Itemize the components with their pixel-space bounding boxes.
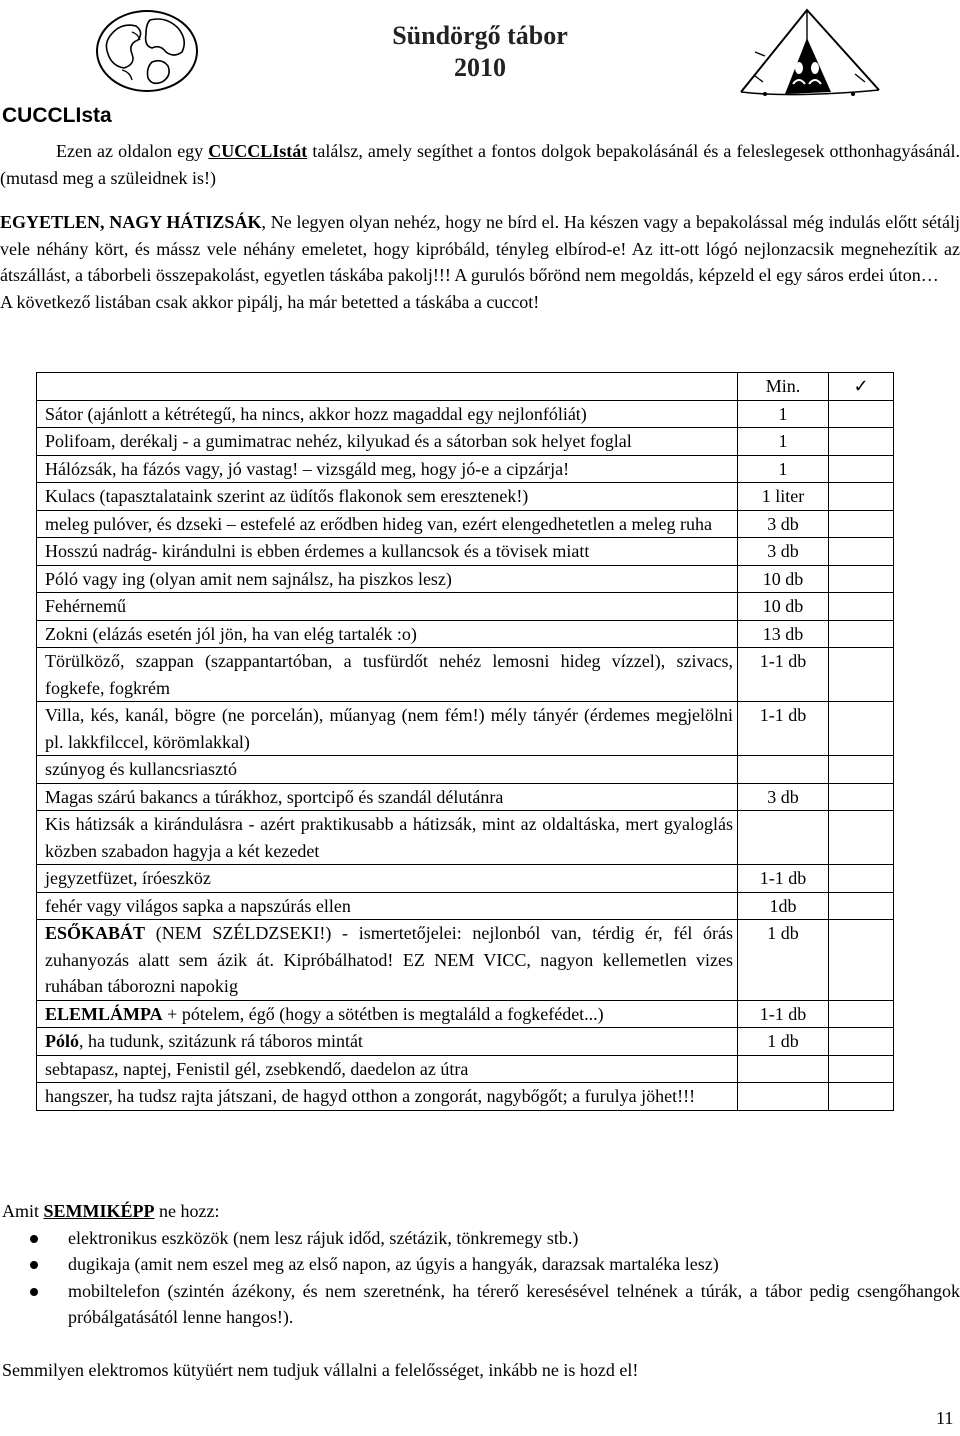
table-row xyxy=(37,783,894,811)
list-item: dugikaja (amit nem eszel meg az első napon, az úgyis a hangyák, darazsak martaléka lesz) xyxy=(68,1251,960,1278)
item-description xyxy=(37,565,738,593)
item-min-quantity: 3 db xyxy=(738,510,829,538)
item-text: Sátor (ajánlott a kétrétegű, ha nincs, akkor hozz magaddal egy nejlonfóliát) xyxy=(45,403,587,424)
intro-paragraph-1 xyxy=(0,138,960,191)
item-min-quantity: 1 xyxy=(738,428,829,456)
tent-logo-icon xyxy=(735,4,885,104)
camp-name: Sündörgő tábor xyxy=(392,21,568,50)
item-check-cell[interactable] xyxy=(829,648,894,702)
item-description xyxy=(37,648,738,702)
item-description xyxy=(37,920,738,1001)
item-description xyxy=(37,455,738,483)
item-description xyxy=(37,811,738,865)
item-check-cell[interactable] xyxy=(829,483,894,511)
item-min-quantity: 3 db xyxy=(738,538,829,566)
page-number: 11 xyxy=(936,1408,954,1428)
item-min-quantity: 1-1 db xyxy=(738,648,829,702)
item-description xyxy=(37,483,738,511)
do-not-bring-section xyxy=(2,1198,960,1331)
item-emphasis: Póló xyxy=(45,1031,79,1051)
globe-map-logo-icon xyxy=(92,6,202,96)
heading-emphasis: SEMMIKÉPP xyxy=(43,1201,155,1221)
item-check-cell[interactable] xyxy=(829,1055,894,1083)
item-text: fehér vagy világos sapka a napszúrás ellen xyxy=(45,895,351,916)
page-header xyxy=(0,0,960,100)
item-text: Magas szárú bakancs a túrákhoz, sportcipő és szandál délutánra xyxy=(45,786,504,807)
item-text: Póló vagy ing (olyan amit nem sajnálsz, ha piszkos lesz) xyxy=(45,568,452,589)
table-row xyxy=(37,702,894,756)
table-row xyxy=(37,510,894,538)
item-text: Polifoam, derékalj - a gumimatrac nehéz, kilyukad és a sátorban sok helyet foglal xyxy=(45,431,632,451)
item-description xyxy=(37,865,738,893)
packing-list-table xyxy=(36,372,894,1111)
item-min-quantity: 1 db xyxy=(738,920,829,1001)
do-not-bring-list xyxy=(2,1225,960,1331)
table-row xyxy=(37,811,894,865)
item-check-cell[interactable] xyxy=(829,892,894,920)
item-text: (NEM SZÉLDZSEKI!) - ismertetőjelei: nejlonból van, térdig ér, fél órás zuhanyozás alatt sem ázik át. Kipróbálhatod! EZ NEM VICC, nagyon kellemetlen vizes ruhában táborozni napokig xyxy=(45,923,733,996)
checkmark-icon: ✓ xyxy=(829,373,894,401)
intro-text xyxy=(0,138,960,315)
item-description xyxy=(37,1000,738,1028)
item-description xyxy=(37,783,738,811)
item-check-cell[interactable] xyxy=(829,1000,894,1028)
item-min-quantity: 3 db xyxy=(738,783,829,811)
item-check-cell[interactable] xyxy=(829,400,894,428)
camp-year: 2010 xyxy=(454,53,506,82)
table-row xyxy=(37,1055,894,1083)
table-row xyxy=(37,455,894,483)
table-row xyxy=(37,1083,894,1111)
item-min-quantity xyxy=(738,756,829,784)
item-description xyxy=(37,1083,738,1111)
item-description xyxy=(37,510,738,538)
do-not-bring-heading xyxy=(2,1198,960,1225)
table-row xyxy=(37,1028,894,1056)
item-description xyxy=(37,892,738,920)
camp-title xyxy=(380,20,580,84)
item-min-quantity: 13 db xyxy=(738,620,829,648)
item-description xyxy=(37,400,738,428)
item-text: + pótelem, égő (hogy a sötétben is megtaláld a fogkefédet...) xyxy=(162,1003,604,1024)
intro-p2-rest: , Ne legyen olyan nehéz, hogy ne bírd el. Ha készen vagy a bepakolással még indulás előtt sétálj vele néhány kört, és mássz vele néhány emeletet, hogy kipróbáld, tényleg elbírod-e! Az itt-ott lógó nejlonzacsik megnehezítik az átszállást, a táborbeli összepakolást, egyetlen táskába pakolj!!! A gurulós bőrönd nem megoldás, képzeld el egy sáros erdei úton… xyxy=(0,212,960,285)
item-text: Kis hátizsák a kirándulásra - azért praktikusabb a hátizsák, mint az oldaltáska, mert gyaloglás közben szabadon hagyja a két kezedet xyxy=(45,814,733,861)
table-row xyxy=(37,620,894,648)
item-check-cell[interactable] xyxy=(829,510,894,538)
table-row xyxy=(37,648,894,702)
table-row xyxy=(37,593,894,621)
item-description xyxy=(37,428,738,456)
item-min-quantity: 10 db xyxy=(738,565,829,593)
min-header: Min. xyxy=(738,373,829,401)
item-text: Hálózsák, ha fázós vagy, jó vastag! – vizsgáld meg, hogy jó-e a cipzárja! xyxy=(45,458,570,479)
item-description xyxy=(37,538,738,566)
item-description xyxy=(37,756,738,784)
item-check-cell[interactable] xyxy=(829,1083,894,1111)
item-text: Zokni (elázás esetén jól jön, ha van elég tartalék :o) xyxy=(45,623,417,644)
item-text: Kulacs (tapasztalataink szerint az üdítős flakonok sem eresztenek!) xyxy=(45,486,529,506)
item-check-cell[interactable] xyxy=(829,702,894,756)
list-item: mobiltelefon (szintén ázékony, és nem szeretnénk, ha térerő keresésével telnének a túrák, a tábor pedig csengőhangok próbálgatásától lenne hangos!). xyxy=(68,1278,960,1331)
item-text: szúnyog és kullancsriasztó xyxy=(45,759,237,779)
item-min-quantity: 1 xyxy=(738,400,829,428)
item-check-cell[interactable] xyxy=(829,455,894,483)
item-min-quantity: 1 liter xyxy=(738,483,829,511)
item-min-quantity: 1 xyxy=(738,455,829,483)
table-row xyxy=(37,428,894,456)
item-check-cell[interactable] xyxy=(829,565,894,593)
header-empty-cell xyxy=(37,373,738,401)
item-description xyxy=(37,702,738,756)
table-row xyxy=(37,756,894,784)
table-row xyxy=(37,1000,894,1028)
table-row xyxy=(37,483,894,511)
heading-suffix: ne hozz: xyxy=(154,1201,220,1221)
item-text: Hosszú nadrág- kirándulni is ebben érdemes a kullancsok és a tövisek miatt xyxy=(45,541,590,561)
item-check-cell[interactable] xyxy=(829,783,894,811)
intro-paragraph-2 xyxy=(0,209,960,289)
item-emphasis: ESŐKABÁT xyxy=(45,923,146,943)
item-check-cell[interactable] xyxy=(829,756,894,784)
item-check-cell[interactable] xyxy=(829,538,894,566)
table-row xyxy=(37,892,894,920)
cucclista-term: CUCCLIstát xyxy=(208,141,308,161)
item-min-quantity: 1db xyxy=(738,892,829,920)
intro-p1-text: Ezen az oldalon egy xyxy=(56,141,209,161)
list-item: elektronikus eszközök (nem lesz rájuk időd, szétázik, tönkremegy stb.) xyxy=(68,1225,960,1252)
item-check-cell[interactable] xyxy=(829,865,894,893)
item-text: jegyzetfüzet, íróeszköz xyxy=(45,868,211,888)
table-row xyxy=(37,865,894,893)
item-text: , ha tudunk, szitázunk rá táboros mintát xyxy=(79,1031,363,1051)
heading-prefix: Amit xyxy=(2,1201,44,1221)
item-check-cell[interactable] xyxy=(829,920,894,1001)
item-check-cell[interactable] xyxy=(829,593,894,621)
table-header-row xyxy=(37,373,894,401)
page-title: CUCCLIsta xyxy=(2,104,112,127)
table-row xyxy=(37,538,894,566)
item-description xyxy=(37,1028,738,1056)
item-min-quantity xyxy=(738,1055,829,1083)
item-check-cell[interactable] xyxy=(829,811,894,865)
item-min-quantity: 1 db xyxy=(738,1028,829,1056)
footer-note: Semmilyen elektromos kütyüért nem tudjuk vállalni a felelősséget, inkább ne is hozd el! xyxy=(2,1360,639,1380)
item-check-cell[interactable] xyxy=(829,620,894,648)
item-text: hangszer, ha tudsz rajta játszani, de hagyd otthon a zongorát, nagybőgőt; a furulya jöhet!!! xyxy=(45,1086,696,1106)
item-text: Törülköző, szappan (szappantartóban, a tusfürdőt nehéz lemosni hideg vízzel), szivacs, fogkefe, fogkrém xyxy=(45,651,733,698)
item-text: Fehérnemű xyxy=(45,596,126,616)
intro-paragraph-3: A következő listában csak akkor pipálj, ha már betetted a táskába a cuccot! xyxy=(0,291,540,312)
item-min-quantity: 10 db xyxy=(738,593,829,621)
backpack-term: EGYETLEN, NAGY HÁTIZSÁK xyxy=(0,212,262,232)
intro-p1-rest: találsz, amely segíthet a fontos dolgok bepakolásánál és a feleslegesek otthonhagyásánál. (mutasd meg a szüleidnek is!) xyxy=(0,141,960,188)
item-text: meleg pulóver, és dzseki – estefelé az erődben hideg van, ezért elengedhetetlen a meleg ruha xyxy=(45,513,712,534)
item-description xyxy=(37,593,738,621)
item-min-quantity: 1-1 db xyxy=(738,702,829,756)
item-description xyxy=(37,620,738,648)
item-min-quantity: 1-1 db xyxy=(738,865,829,893)
item-min-quantity xyxy=(738,1083,829,1111)
item-check-cell[interactable] xyxy=(829,1028,894,1056)
item-text: sebtapasz, naptej, Fenistil gél, zsebkendő, daedelon az útra xyxy=(45,1058,469,1079)
table-row xyxy=(37,400,894,428)
table-row xyxy=(37,565,894,593)
item-description xyxy=(37,1055,738,1083)
item-min-quantity xyxy=(738,811,829,865)
table-row xyxy=(37,920,894,1001)
item-emphasis: ELEMLÁMPA xyxy=(45,1003,163,1024)
item-check-cell[interactable] xyxy=(829,428,894,456)
item-text: Villa, kés, kanál, bögre (ne porcelán), műanyag (nem fém!) mély tányér (érdemes megjelölni pl. lakkfilccel, körömlakkal) xyxy=(45,705,733,752)
item-min-quantity: 1-1 db xyxy=(738,1000,829,1028)
